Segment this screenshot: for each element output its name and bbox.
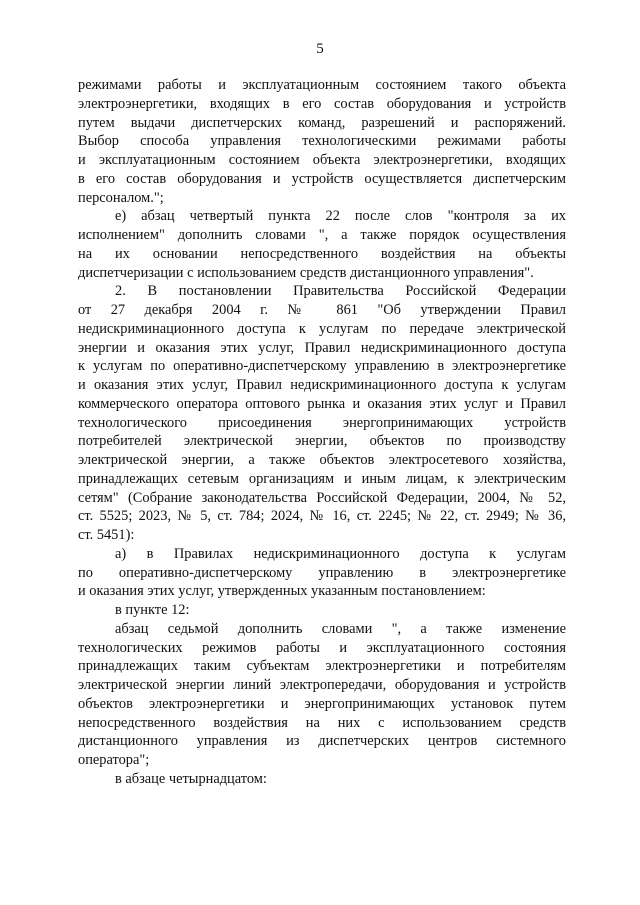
text-line: абзац седьмой дополнить словами ", а также изменение xyxy=(115,620,566,637)
text-line: оператора"; xyxy=(78,752,150,768)
text-line: персоналом."; xyxy=(78,189,164,206)
paragraph-p6 xyxy=(78,620,566,770)
text-line: а) в Правилах недискриминационного доступа к услугам xyxy=(115,545,566,562)
text-line: в пункте 12: xyxy=(115,602,190,618)
paragraph-p7 xyxy=(78,770,566,789)
paragraph-p4 xyxy=(78,545,566,601)
text-line: к услугам по оперативно-диспетчерскому управлению в электроэнергетике xyxy=(78,358,566,375)
paragraph-p1 xyxy=(78,76,566,207)
text-line: режимами работы и эксплуатационным состоянием такого объекта xyxy=(78,77,566,93)
text-line: технологического присоединения энергопринимающих устройств xyxy=(78,414,566,431)
text-line: в его состав оборудования и устройств осуществляется диспетчерским xyxy=(78,170,566,187)
text-line: непосредственного воздействия на них с использованием средств xyxy=(78,714,566,731)
text-line: Выбор способа управления технологическими режимами работы xyxy=(78,133,566,150)
text-line: технологических режимов работы и эксплуатационного состояния xyxy=(78,639,566,656)
paragraph-p2 xyxy=(78,207,566,282)
paragraph-p5 xyxy=(78,601,566,620)
text-line: и эксплуатационным состоянием объекта электроэнергетики, входящих xyxy=(78,152,566,168)
text-line: потребителей электрической энергии, объектов по производству xyxy=(78,433,566,450)
text-line: энергии и оказания этих услуг, Правил недискриминационного доступа xyxy=(78,339,566,356)
text-line: и оказания этих услуг, утвержденных указанным постановлением: xyxy=(78,583,486,600)
text-line: от 27 декабря 2004 г. № 861 "Об утверждении Правил xyxy=(78,302,566,318)
text-line: на их основании непосредственного воздействия на объекты xyxy=(78,245,566,262)
text-line: сетям" (Собрание законодательства Российской Федерации, 2004, № 52, xyxy=(78,489,566,506)
text-line: и оказания этих услуг, Правил недискриминационного доступа к услугам xyxy=(78,377,566,393)
text-line: в абзаце четырнадцатом: xyxy=(115,770,267,787)
text-line: е) абзац четвертый пункта 22 после слов "контроля за их xyxy=(115,208,566,225)
text-line: диспетчеризации с использованием средств дистанционного управления". xyxy=(78,264,534,281)
text-line: дистанционного управления из диспетчерских центров системного xyxy=(78,733,566,750)
text-line: коммерческого оператора оптового рынка и оказания этих услуг и Правил xyxy=(78,395,566,412)
text-line: объектов электроэнергетики и энергопринимающих установок путем xyxy=(78,695,566,712)
text-line: 2. В постановлении Правительства Российской Федерации xyxy=(115,283,566,300)
text-line: ст. 5525; 2023, № 5, ст. 784; 2024, № 16, ст. 2245; № 22, ст. 2949; № 36, xyxy=(78,508,566,525)
text-line: электроэнергетики, входящих в его состав оборудования и устройств xyxy=(78,95,566,112)
text-line: принадлежащих таким субъектам электроэнергетики и потребителям xyxy=(78,658,566,675)
page-number: 5 xyxy=(316,41,324,57)
text-line: по оперативно-диспетчерскому управлению в электроэнергетике xyxy=(78,564,566,581)
text-line: исполнением" дополнить словами ", а также порядок осуществления xyxy=(78,227,566,243)
text-line: путем выдачи диспетчерских команд, разрешений и распоряжений. xyxy=(78,114,566,131)
paragraph-p3 xyxy=(78,282,566,545)
document-body xyxy=(78,76,566,789)
text-line: ст. 5451): xyxy=(78,527,135,543)
text-line: электрической энергии, а также объектов электросетевого хозяйства, xyxy=(78,452,566,468)
text-line: недискриминационного доступа к услугам по передаче электрической xyxy=(78,320,566,337)
text-line: электрической энергии линий электропередачи, оборудования и устройств xyxy=(78,677,566,693)
text-line: принадлежащих сетевым организациям и иным лицам, к электрическим xyxy=(78,470,566,487)
